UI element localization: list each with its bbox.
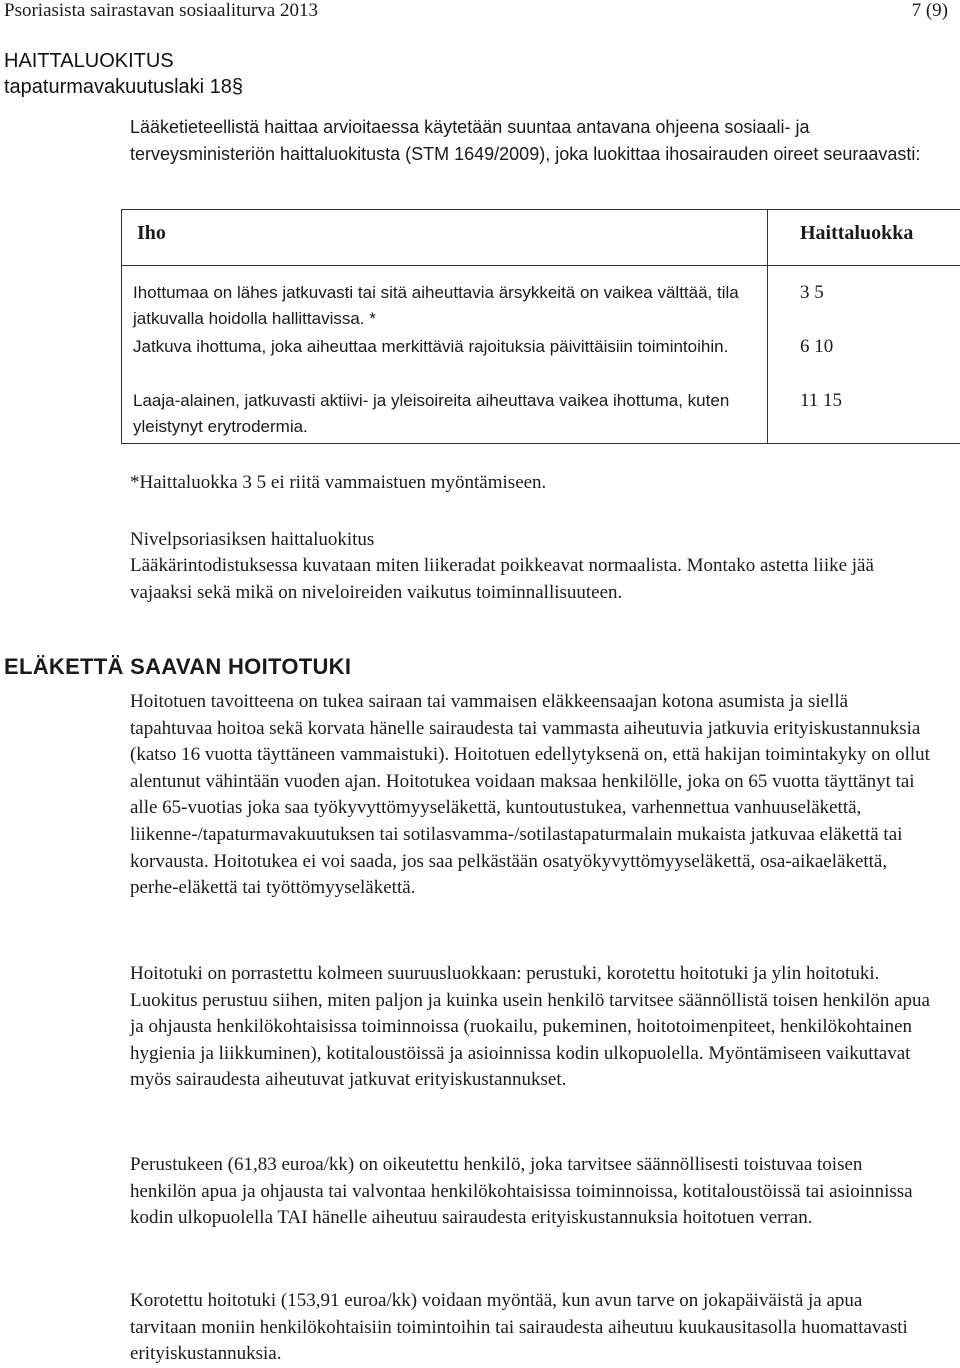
table-row-description: Ihottumaa on lähes jatkuvasti tai sitä aiheuttavia ärsykkeitä on vaikea välttää, tila jatkuvalla hoidolla hallittavissa. *	[133, 283, 739, 329]
table-footnote: *Haittaluokka 3 5 ei riitä vammaistuen myöntämiseen.	[130, 472, 547, 493]
nivelpsoriasis-paragraph: Lääkärintodistuksessa kuvataan miten liikeradat poikkeavat normaalista. Montako astetta liike jää vajaaksi sekä mikä on niveloireiden vaikutus toiminnallisuuteen.	[130, 555, 874, 603]
table-header-iho: Iho	[137, 222, 166, 244]
hoitotuki-paragraph: Hoitotuki on porrastettu kolmeen suuruusluokkaan: perustuki, korotettu hoitotuki ja ylin hoitotuki. Luokitus perustuu siihen, miten paljon ja kuinka usein henkilö tarvitsee säännöllistä toisen henkilön apua ja ohjausta henkilökohtaisissa toiminnoissa (ruokailu, pukeminen, hoitotoimenpiteet, henkilökohtainen hygienia ja liikkuminen), kotitaloustöissä ja asioinnissa kodin ulkopuolella. Myöntämiseen vaikuttavat myös sairaudesta aiheutuvat jatkuvat erityiskustannukset.	[130, 963, 930, 1091]
table-row-value: 3 5	[800, 282, 824, 303]
hoitotuki-paragraph: Perustukeen (61,83 euroa/kk) on oikeutettu henkilö, joka tarvitsee säännöllisesti toistuvaa toisen henkilön apua ja ohjausta tai valvontaa henkilökohtaisissa toiminnoissa, kotitaloustöissä tai asioinnissa kodin ulkopuolella TAI hänelle aiheutuu sairaudesta erityiskustannuksia hoitotuen verran.	[130, 1154, 913, 1229]
table-row-description: Laaja-alainen, jatkuvasti aktiivi- ja yleisoireita aiheuttava vaikea ihottuma, kuten yleistynyt erytrodermia.	[133, 391, 730, 437]
table-body-cell-values	[768, 266, 960, 444]
section-heading-hoitotuki: ELÄKETTÄ SAAVAN HOITOTUKI	[4, 654, 352, 679]
table-header-cell-iho	[122, 210, 768, 266]
table-row-value: 6 10	[800, 336, 834, 357]
section-subheading: tapaturmavakuutuslaki 18§	[4, 76, 244, 98]
document-header-title: Psoriasista sairastavan sosiaaliturva 2013	[4, 0, 318, 21]
intro-paragraph: Lääketieteellistä haittaa arvioitaessa käytetään suuntaa antavana ohjeena sosiaali- ja terveysministeriön haittaluokitusta (STM 1649/2009), joka luokittaa ihosairauden oireet seuraavasti:	[130, 117, 921, 164]
hoitotuki-paragraph: Korotettu hoitotuki (153,91 euroa/kk) voidaan myöntää, kun avun tarve on jokapäiväistä ja apua tarvitaan moniin henkilökohtaisiin toimintoihin tai sairaudesta aiheutuu kuukausitasolla huomattavasti erityiskustannuksia.	[130, 1290, 908, 1365]
page-number: 7 (9)	[911, 0, 948, 21]
section-heading-haittaluokitus: HAITTALUOKITUS	[4, 50, 174, 72]
table-header-haittaluokka: Haittaluokka	[800, 222, 914, 244]
table-row-value: 11 15	[800, 390, 843, 411]
nivelpsoriasis-heading: Nivelpsoriasiksen haittaluokitus	[130, 529, 375, 550]
table-row-description: Jatkuva ihottuma, joka aiheuttaa merkittäviä rajoituksia päivittäisiin toimintoihin.	[133, 337, 729, 356]
hoitotuki-paragraph: Hoitotuen tavoitteena on tukea sairaan tai vammaisen eläkkeensaajan kotona asumista ja siellä tapahtuvaa hoitoa sekä korvata hänelle sairaudesta tai vammasta aiheutuvia jatkuvia erityiskustannuksia (katso 16 vuotta täyttäneen vammaistuki). Hoitotuen edellytyksenä on, että hakijan toimintakyky on ollut alentunut vähintään vuoden ajan. Hoitotukea voidaan maksaa henkilölle, joka on 65 vuotta täyttänyt tai alle 65-vuotias joka saa työkyvyttömyyseläkettä, kuntoutustukea, varhennettua vanhuuseläkettä, liikenne-/tapaturmavakuutuksen tai sotilasvamma-/sotilastapaturmalain mukaista jatkuvaa eläkettä tai korvausta. Hoitotukea ei voi saada, jos saa pelkästään osatyökyvyttömyyseläkettä, osa-aikaeläkettä, perhe-eläkettä tai työttömyyseläkettä.	[130, 691, 930, 899]
